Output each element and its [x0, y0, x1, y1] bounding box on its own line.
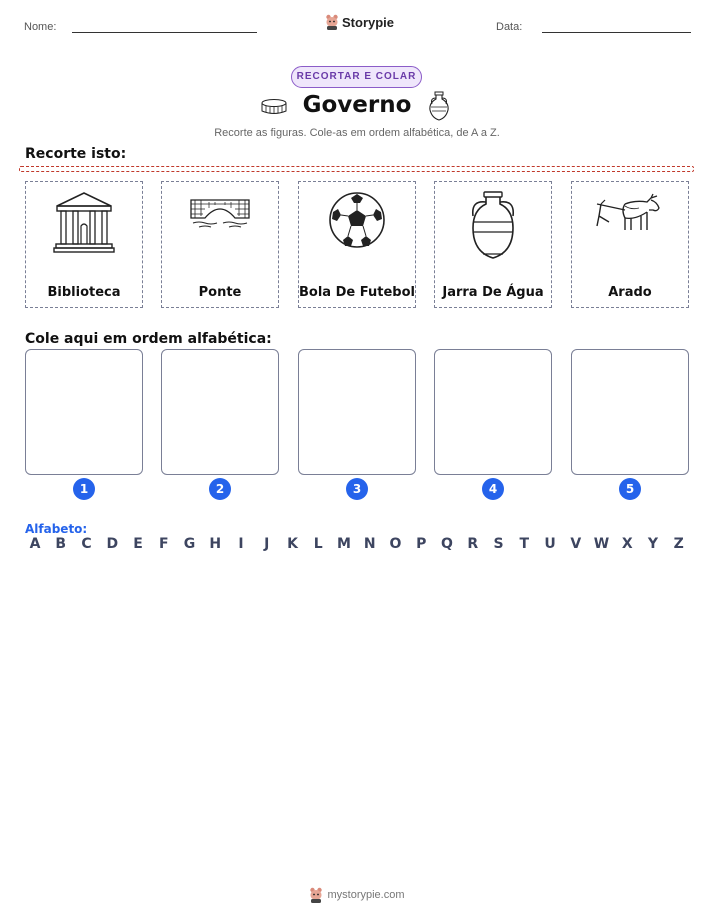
name-line[interactable]	[72, 32, 257, 33]
paste-box[interactable]	[434, 349, 552, 475]
paste-box[interactable]	[25, 349, 143, 475]
alphabet-letter: Y	[647, 536, 659, 552]
alphabet-letter: J	[264, 536, 270, 552]
alphabet-letter: N	[363, 536, 376, 552]
alphabet-letter: T	[519, 536, 530, 552]
alphabet-letter: L	[313, 536, 323, 552]
water-jar-icon	[465, 190, 521, 262]
date-label: Data:	[496, 21, 523, 33]
brand-name: Storypie	[342, 14, 395, 30]
footer	[0, 887, 714, 903]
cut-card[interactable]	[25, 181, 143, 308]
card-label: Jarra De Água	[442, 285, 544, 300]
alphabet-letter: B	[55, 536, 67, 552]
alphabet-letter: X	[621, 536, 633, 552]
order-number: 3	[346, 478, 368, 500]
alphabet-letter: P	[416, 536, 427, 552]
alphabet-row	[25, 536, 689, 552]
name-label: Nome:	[24, 21, 57, 33]
card-label: Biblioteca	[47, 285, 121, 300]
card-label: Bola De Futebol	[299, 285, 415, 300]
alphabet-letter: I	[238, 536, 244, 552]
instructions: Recorte as figuras. Cole-as em ordem alfabética, de A a Z.	[214, 127, 500, 139]
footer-site[interactable]: mystorypie.com	[327, 889, 405, 901]
alphabet-letter: G	[183, 536, 196, 552]
alphabet-letter: V	[570, 536, 582, 552]
alphabet-letter: W	[593, 536, 610, 552]
paste-box[interactable]	[298, 349, 416, 475]
alphabet-letter: H	[209, 536, 222, 552]
cut-card[interactable]	[571, 181, 689, 308]
date-line[interactable]	[542, 32, 691, 33]
amphora-icon	[427, 90, 451, 122]
library-building-icon	[53, 190, 115, 256]
alphabet-letter: C	[81, 536, 92, 552]
alphabet-letter: D	[106, 536, 119, 552]
storypie-mascot-icon	[325, 14, 339, 30]
alphabet-letter: U	[544, 536, 556, 552]
card-label: Ponte	[198, 285, 242, 300]
alphabet-letter: K	[287, 536, 298, 552]
alphabet-letter: Q	[441, 536, 453, 552]
alphabet-letter: F	[158, 536, 169, 552]
soccer-ball-icon	[327, 190, 387, 250]
cut-card[interactable]	[434, 181, 552, 308]
alphabet-letter: R	[467, 536, 479, 552]
bridge-icon	[189, 190, 251, 230]
paste-box[interactable]	[571, 349, 689, 475]
alphabet-letter: A	[29, 536, 41, 552]
cut-line	[19, 166, 694, 172]
paste-box[interactable]	[161, 349, 279, 475]
alphabet-letter: Z	[673, 536, 684, 552]
alphabet-letter: E	[133, 536, 143, 552]
cut-card[interactable]	[161, 181, 279, 308]
alphabet-letter: O	[389, 536, 402, 552]
alphabet-letter: S	[493, 536, 504, 552]
colosseum-icon	[260, 98, 288, 116]
cut-card[interactable]	[298, 181, 416, 308]
paste-heading: Cole aqui em ordem alfabética:	[25, 331, 272, 347]
brand-logo	[325, 14, 394, 30]
order-number: 4	[482, 478, 504, 500]
alphabet-label: Alfabeto:	[25, 522, 88, 536]
order-number: 5	[619, 478, 641, 500]
page-title: Governo	[302, 92, 412, 118]
order-number: 2	[209, 478, 231, 500]
ox-plow-icon	[595, 190, 665, 238]
storypie-mascot-icon	[309, 887, 323, 903]
card-label: Arado	[608, 285, 652, 300]
alphabet-letter: M	[337, 536, 351, 552]
cut-heading: Recorte isto:	[25, 146, 127, 162]
order-number: 1	[73, 478, 95, 500]
activity-badge: RECORTAR E COLAR	[291, 66, 422, 88]
